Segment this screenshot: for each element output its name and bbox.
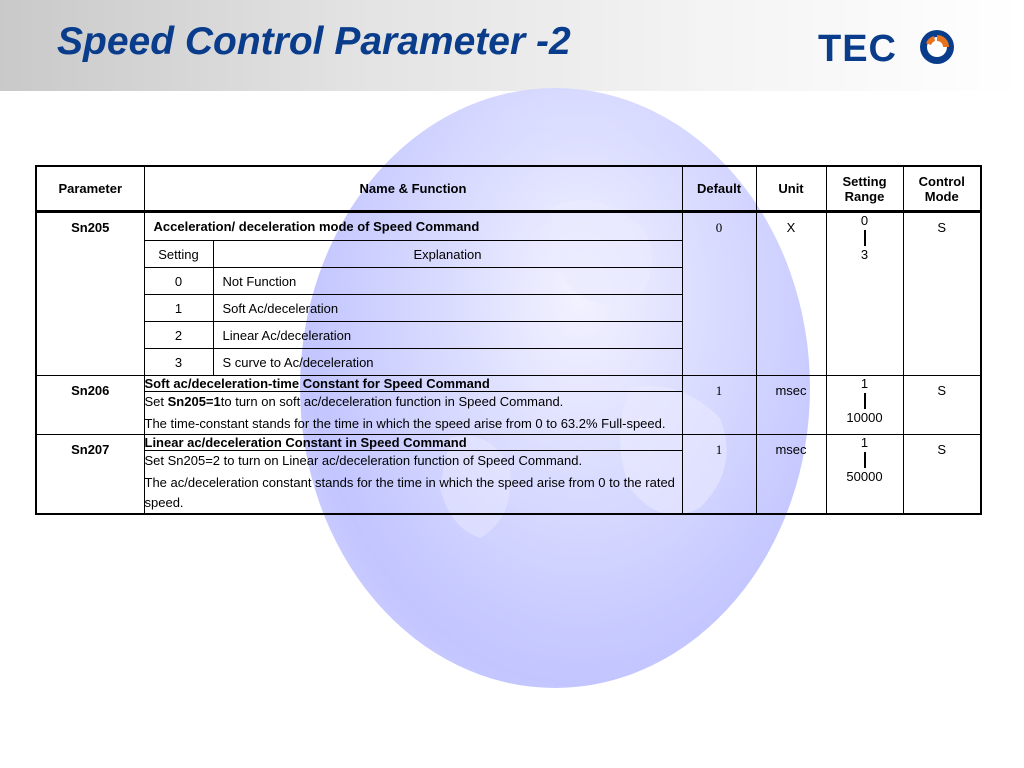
description-line	[145, 392, 682, 412]
range-separator	[864, 452, 866, 468]
setting-text: Soft Ac/deceleration	[213, 295, 682, 322]
svg-text:TEC: TEC	[818, 28, 897, 67]
parameter-table	[35, 165, 982, 515]
param-description	[144, 451, 682, 515]
settings-header-setting: Setting	[144, 241, 213, 268]
header-name-function: Name & Function	[144, 166, 682, 212]
setting-range	[826, 212, 903, 376]
table-header-row	[36, 166, 981, 212]
range-min: 1	[860, 435, 869, 450]
description-line: Set Sn205=2 to turn on Linear ac/deceleration function of Speed Command.	[144, 453, 583, 468]
settings-header-explanation: Explanation	[213, 241, 682, 268]
setting-value: 1	[144, 295, 213, 322]
unit-value: X	[756, 212, 826, 376]
range-max: 3	[860, 247, 869, 262]
description-line: The time-constant stands for the time in which the speed arise from 0 to 63.2% Full-speed.	[144, 416, 666, 431]
slide-title: Speed Control Parameter -2	[57, 20, 571, 63]
param-name: Soft ac/deceleration-time Constant for Speed Command	[144, 376, 682, 392]
header-parameter: Parameter	[36, 166, 144, 212]
description-line: The ac/deceleration constant stands for the time in which the speed arise from 0 to the rated speed.	[144, 475, 675, 510]
table-row	[36, 376, 981, 392]
range-separator	[864, 393, 866, 409]
param-code: Sn205	[36, 212, 144, 376]
range-separator	[864, 230, 866, 246]
setting-text: Not Function	[213, 268, 682, 295]
unit-value: msec	[756, 435, 826, 515]
setting-text: Linear Ac/deceleration	[213, 322, 682, 349]
header-setting-range: Setting Range	[826, 166, 903, 212]
default-value: 1	[682, 435, 756, 515]
default-value: 0	[682, 212, 756, 376]
param-description	[144, 392, 682, 435]
header-unit: Unit	[756, 166, 826, 212]
control-mode: S	[903, 376, 981, 435]
control-mode: S	[903, 435, 981, 515]
setting-value: 0	[144, 268, 213, 295]
param-name: Linear ac/deceleration Constant in Speed Command	[144, 435, 682, 451]
setting-range	[826, 376, 903, 435]
setting-value: 3	[144, 349, 213, 376]
range-min: 1	[860, 376, 869, 391]
description-prefix: Set	[144, 394, 168, 409]
table-row	[36, 212, 981, 241]
range-max: 50000	[846, 469, 883, 484]
setting-text: S curve to Ac/deceleration	[213, 349, 682, 376]
description-highlight: Sn205=1	[167, 394, 221, 409]
range-min: 0	[860, 213, 869, 228]
setting-value: 2	[144, 322, 213, 349]
param-code: Sn206	[36, 376, 144, 435]
param-name: Acceleration/ deceleration mode of Speed Command	[144, 212, 682, 241]
range-max: 10000	[846, 410, 883, 425]
control-mode: S	[903, 212, 981, 376]
unit-value: msec	[756, 376, 826, 435]
default-value: 1	[682, 376, 756, 435]
header-default: Default	[682, 166, 756, 212]
table-row	[36, 435, 981, 451]
description-suffix: to turn on soft ac/deceleration function in Speed Command.	[220, 394, 564, 409]
setting-range	[826, 435, 903, 515]
param-code: Sn207	[36, 435, 144, 515]
teco-logo	[818, 27, 958, 67]
header-control-mode: Control Mode	[903, 166, 981, 212]
